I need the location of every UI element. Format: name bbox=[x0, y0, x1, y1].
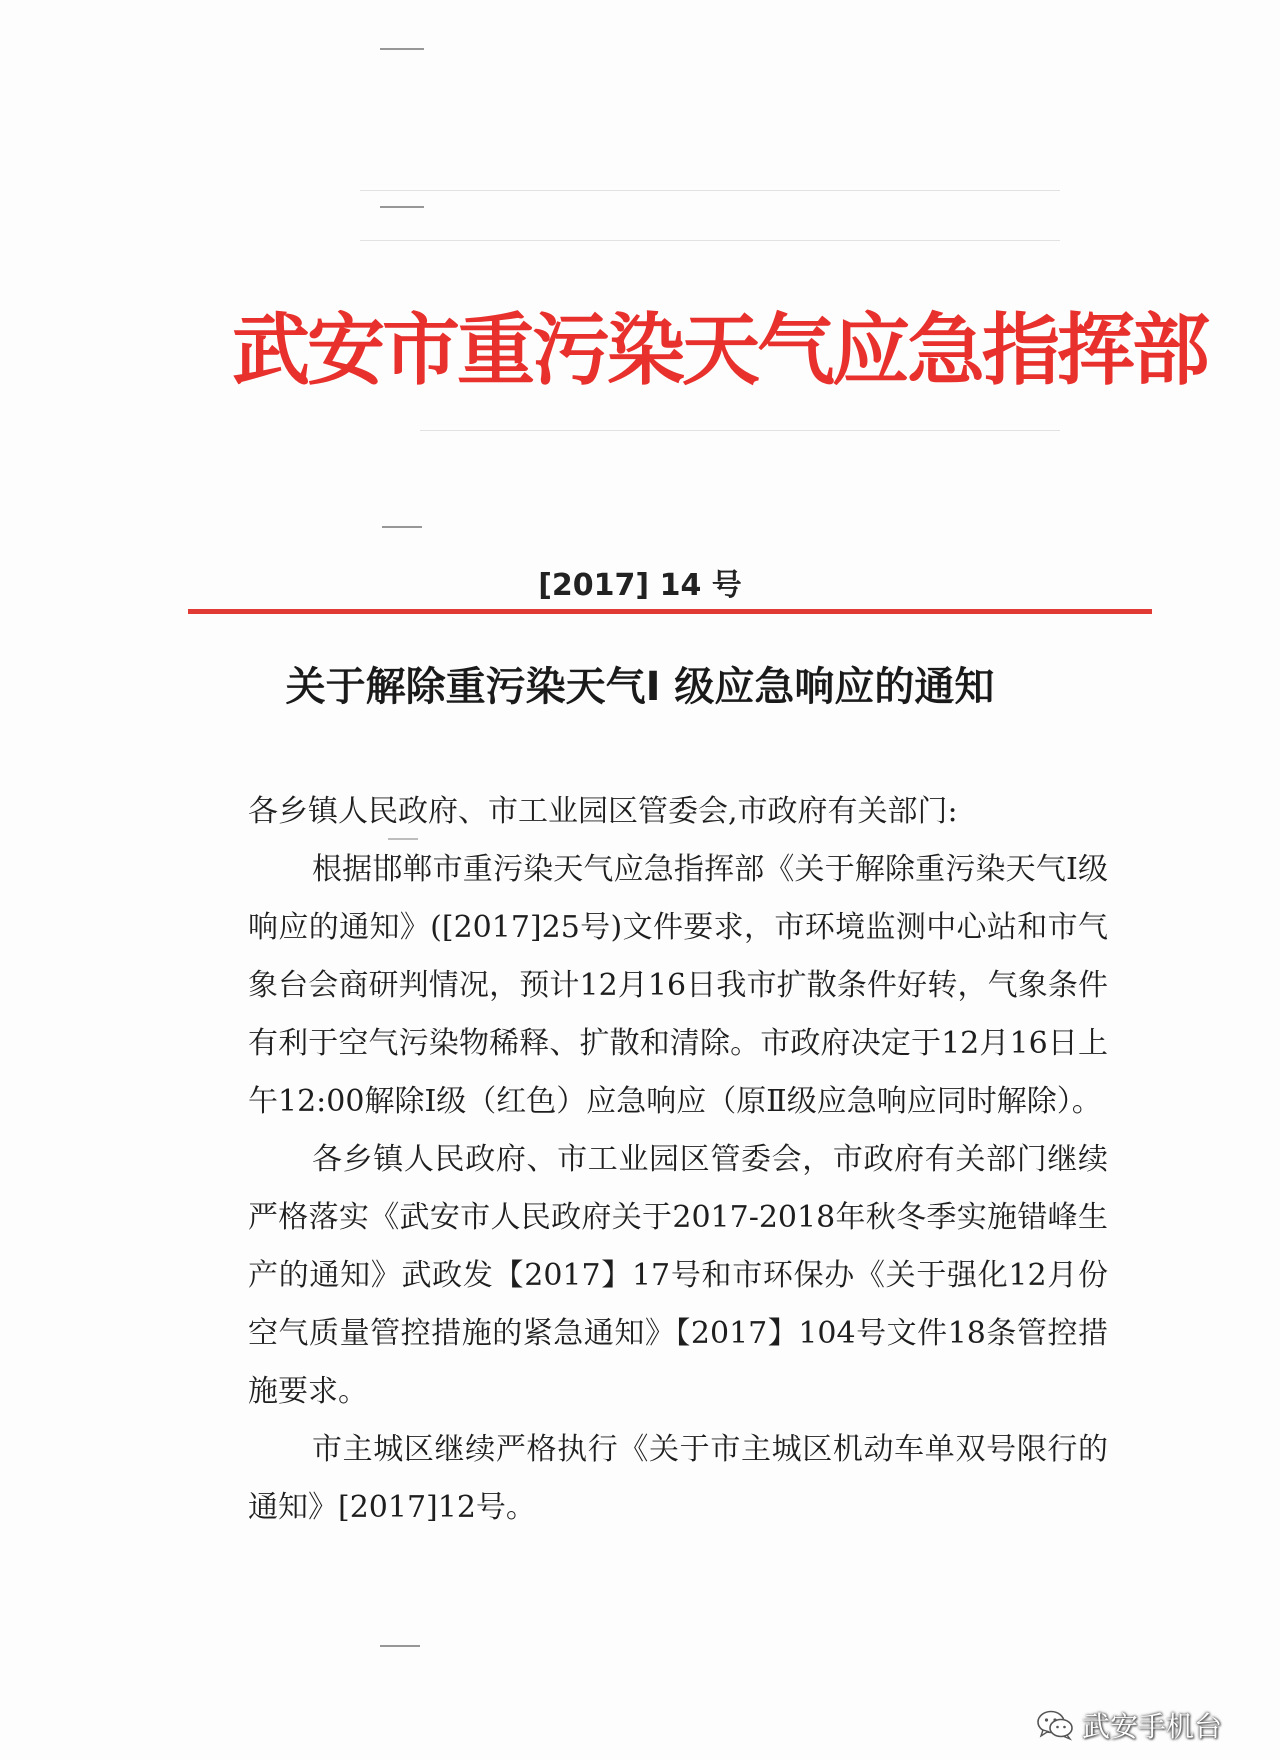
salutation: 各乡镇人民政府、市工业园区管委会,市政府有关部门: bbox=[248, 794, 958, 829]
document-body bbox=[248, 783, 1108, 1537]
scan-mark bbox=[380, 206, 424, 208]
body-paragraph: 市主城区继续严格执行《关于市主城区机动车单双号限行的通知》[2017]12号。 bbox=[248, 1432, 1108, 1525]
body-paragraph: 根据邯郸市重污染天气应急指挥部《关于解除重污染天气Ⅰ级响应的通知》([2017]25号)文件要求，市环境监测中心站和市气象台会商研判情况，预计12月16日我市扩散条件好转，气象条件有利于空气污染物稀释、扩散和清除。市政府决定于12月16日上午12:00解除Ⅰ级（红色）应急响应（原Ⅱ级应急响应同时解除）。 bbox=[248, 852, 1108, 1119]
scan-line bbox=[360, 190, 1060, 191]
watermark bbox=[1036, 1705, 1222, 1745]
scan-mark bbox=[380, 1645, 420, 1647]
watermark-label: 武安手机台 bbox=[1082, 1710, 1223, 1743]
document-number: [2017] 14 号 bbox=[538, 568, 742, 603]
document-title: 关于解除重污染天气I 级应急响应的通知 bbox=[285, 664, 995, 710]
scan-mark bbox=[380, 48, 424, 50]
wechat-icon bbox=[1036, 1709, 1074, 1741]
body-paragraph: 各乡镇人民政府、市工业园区管委会，市政府有关部门继续严格落实《武安市人民政府关于2017-2018年秋冬季实施错峰生产的通知》武政发【2017】17号和市环保办《关于强化12月份空气质量管控措施的紧急通知》【2017】104号文件18条管控措施要求。 bbox=[248, 1142, 1108, 1409]
scan-line bbox=[420, 430, 1060, 431]
organization-header: 武安市重污染天气应急指挥部 bbox=[232, 306, 1208, 396]
scan-mark bbox=[382, 526, 422, 528]
scan-line bbox=[360, 240, 1060, 241]
red-divider bbox=[188, 609, 1152, 614]
